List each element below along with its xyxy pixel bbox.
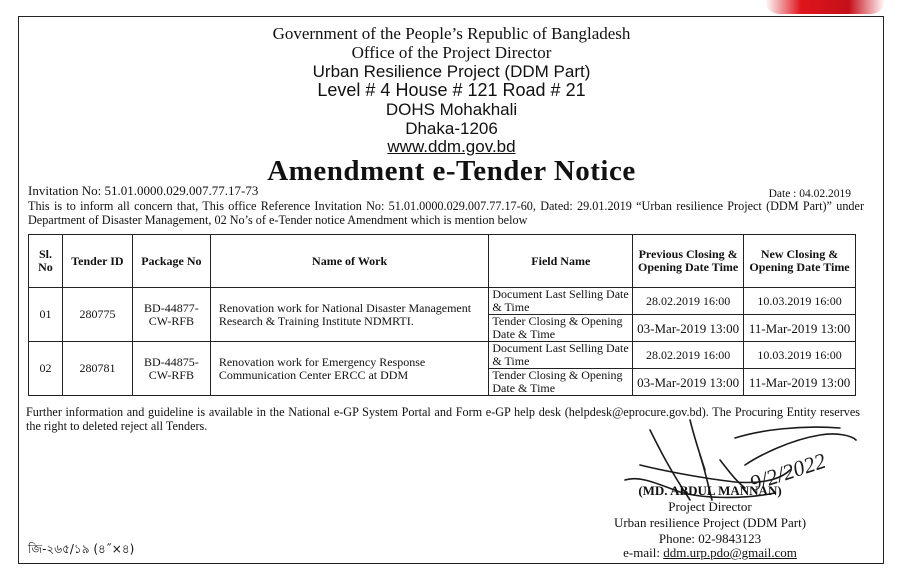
header-government: Government of the People’s Republic of Bangladesh bbox=[272, 24, 631, 43]
row-new-closing: 11-Mar-2019 13:00 bbox=[744, 315, 856, 342]
header-project: Urban Resilience Project (DDM Part) bbox=[312, 62, 591, 81]
header-tender-id: Tender ID bbox=[62, 235, 132, 288]
email-link[interactable]: ddm.urp.pdo@gmail.com bbox=[663, 545, 797, 560]
header-new: New Closing & Opening Date Time bbox=[744, 235, 856, 288]
row-new-closing: 11-Mar-2019 13:00 bbox=[744, 369, 856, 396]
signatory-project: Urban resilience Project (DDM Part) bbox=[613, 515, 807, 530]
row-sl: 02 bbox=[29, 342, 63, 396]
table-row bbox=[29, 342, 856, 369]
row-work: Renovation work for Emergency Response Communication Center ERCC at DDM bbox=[210, 342, 489, 396]
row-tender-id: 280775 bbox=[62, 288, 132, 342]
header-sl: Sl. No bbox=[29, 235, 63, 288]
header-address: Level # 4 House # 121 Road # 21 bbox=[317, 80, 586, 100]
corner-code: জি-২৬৫/১৯ (৪˝×৪) bbox=[28, 542, 135, 556]
header-area: DOHS Mohakhali bbox=[385, 100, 518, 119]
signatory-email bbox=[560, 545, 860, 561]
row-package: BD-44877-CW-RFB bbox=[132, 288, 210, 342]
intro-paragraph: This is to inform all concern that, This office Reference Invitation No: 51.01.0000.029.007.77.17-60, Dated: 29.01.2019 “Urban resilience Project (DDM Part)” under Department of Disaster Management, 02 No’s of e-Tender notice Amendment which is mention below bbox=[28, 199, 864, 227]
header-work: Name of Work bbox=[210, 235, 489, 288]
signatory-phone: Phone: 02-9843123 bbox=[658, 531, 762, 546]
row-field-closing: Tender Closing & Opening Date & Time bbox=[489, 315, 633, 342]
header-package: Package No bbox=[132, 235, 210, 288]
row-prev-closing: 03-Mar-2019 13:00 bbox=[633, 369, 744, 396]
table-header-row bbox=[29, 235, 856, 288]
row-field-selling: Document Last Selling Date & Time bbox=[489, 342, 633, 369]
email-label: e-mail: bbox=[623, 545, 660, 560]
invitation-number: Invitation No: 51.01.0000.029.007.77.17-73 bbox=[28, 183, 259, 198]
handwritten-date: 9/2/2022 bbox=[746, 447, 829, 496]
row-tender-id: 280781 bbox=[62, 342, 132, 396]
further-info-paragraph: Further information and guideline is available in the National e-GP System Portal and Form e-GP help desk (helpdesk@eprocure.gov.bd). The Procuring Entity reserves the right to deleted reject all Tenders. bbox=[26, 405, 860, 433]
signatory-name: (MD. ABDUL MANNAN) bbox=[638, 483, 782, 498]
row-package: BD-44875-CW-RFB bbox=[132, 342, 210, 396]
notice-date: Date : 04.02.2019 bbox=[768, 188, 851, 200]
row-new-selling: 10.03.2019 16:00 bbox=[744, 288, 856, 315]
page-title: Amendment e-Tender Notice bbox=[267, 155, 636, 187]
header-field: Field Name bbox=[489, 235, 633, 288]
red-brush-mark bbox=[765, 0, 885, 14]
row-field-closing: Tender Closing & Opening Date & Time bbox=[489, 369, 633, 396]
row-sl: 01 bbox=[29, 288, 63, 342]
row-work: Renovation work for National Disaster Management Research & Training Institute NDMRTI. bbox=[210, 288, 489, 342]
table-row bbox=[29, 288, 856, 315]
header-office: Office of the Project Director bbox=[351, 43, 552, 62]
signatory-designation: Project Director bbox=[668, 499, 752, 514]
row-prev-closing: 03-Mar-2019 13:00 bbox=[633, 315, 744, 342]
header-website-link[interactable]: www.ddm.gov.bd bbox=[387, 137, 516, 156]
row-prev-selling: 28.02.2019 16:00 bbox=[633, 288, 744, 315]
header-previous: Previous Closing & Opening Date Time bbox=[633, 235, 744, 288]
header-city: Dhaka-1206 bbox=[405, 119, 498, 138]
row-prev-selling: 28.02.2019 16:00 bbox=[633, 342, 744, 369]
row-field-selling: Document Last Selling Date & Time bbox=[489, 288, 633, 315]
tender-table bbox=[28, 234, 856, 396]
row-new-selling: 10.03.2019 16:00 bbox=[744, 342, 856, 369]
